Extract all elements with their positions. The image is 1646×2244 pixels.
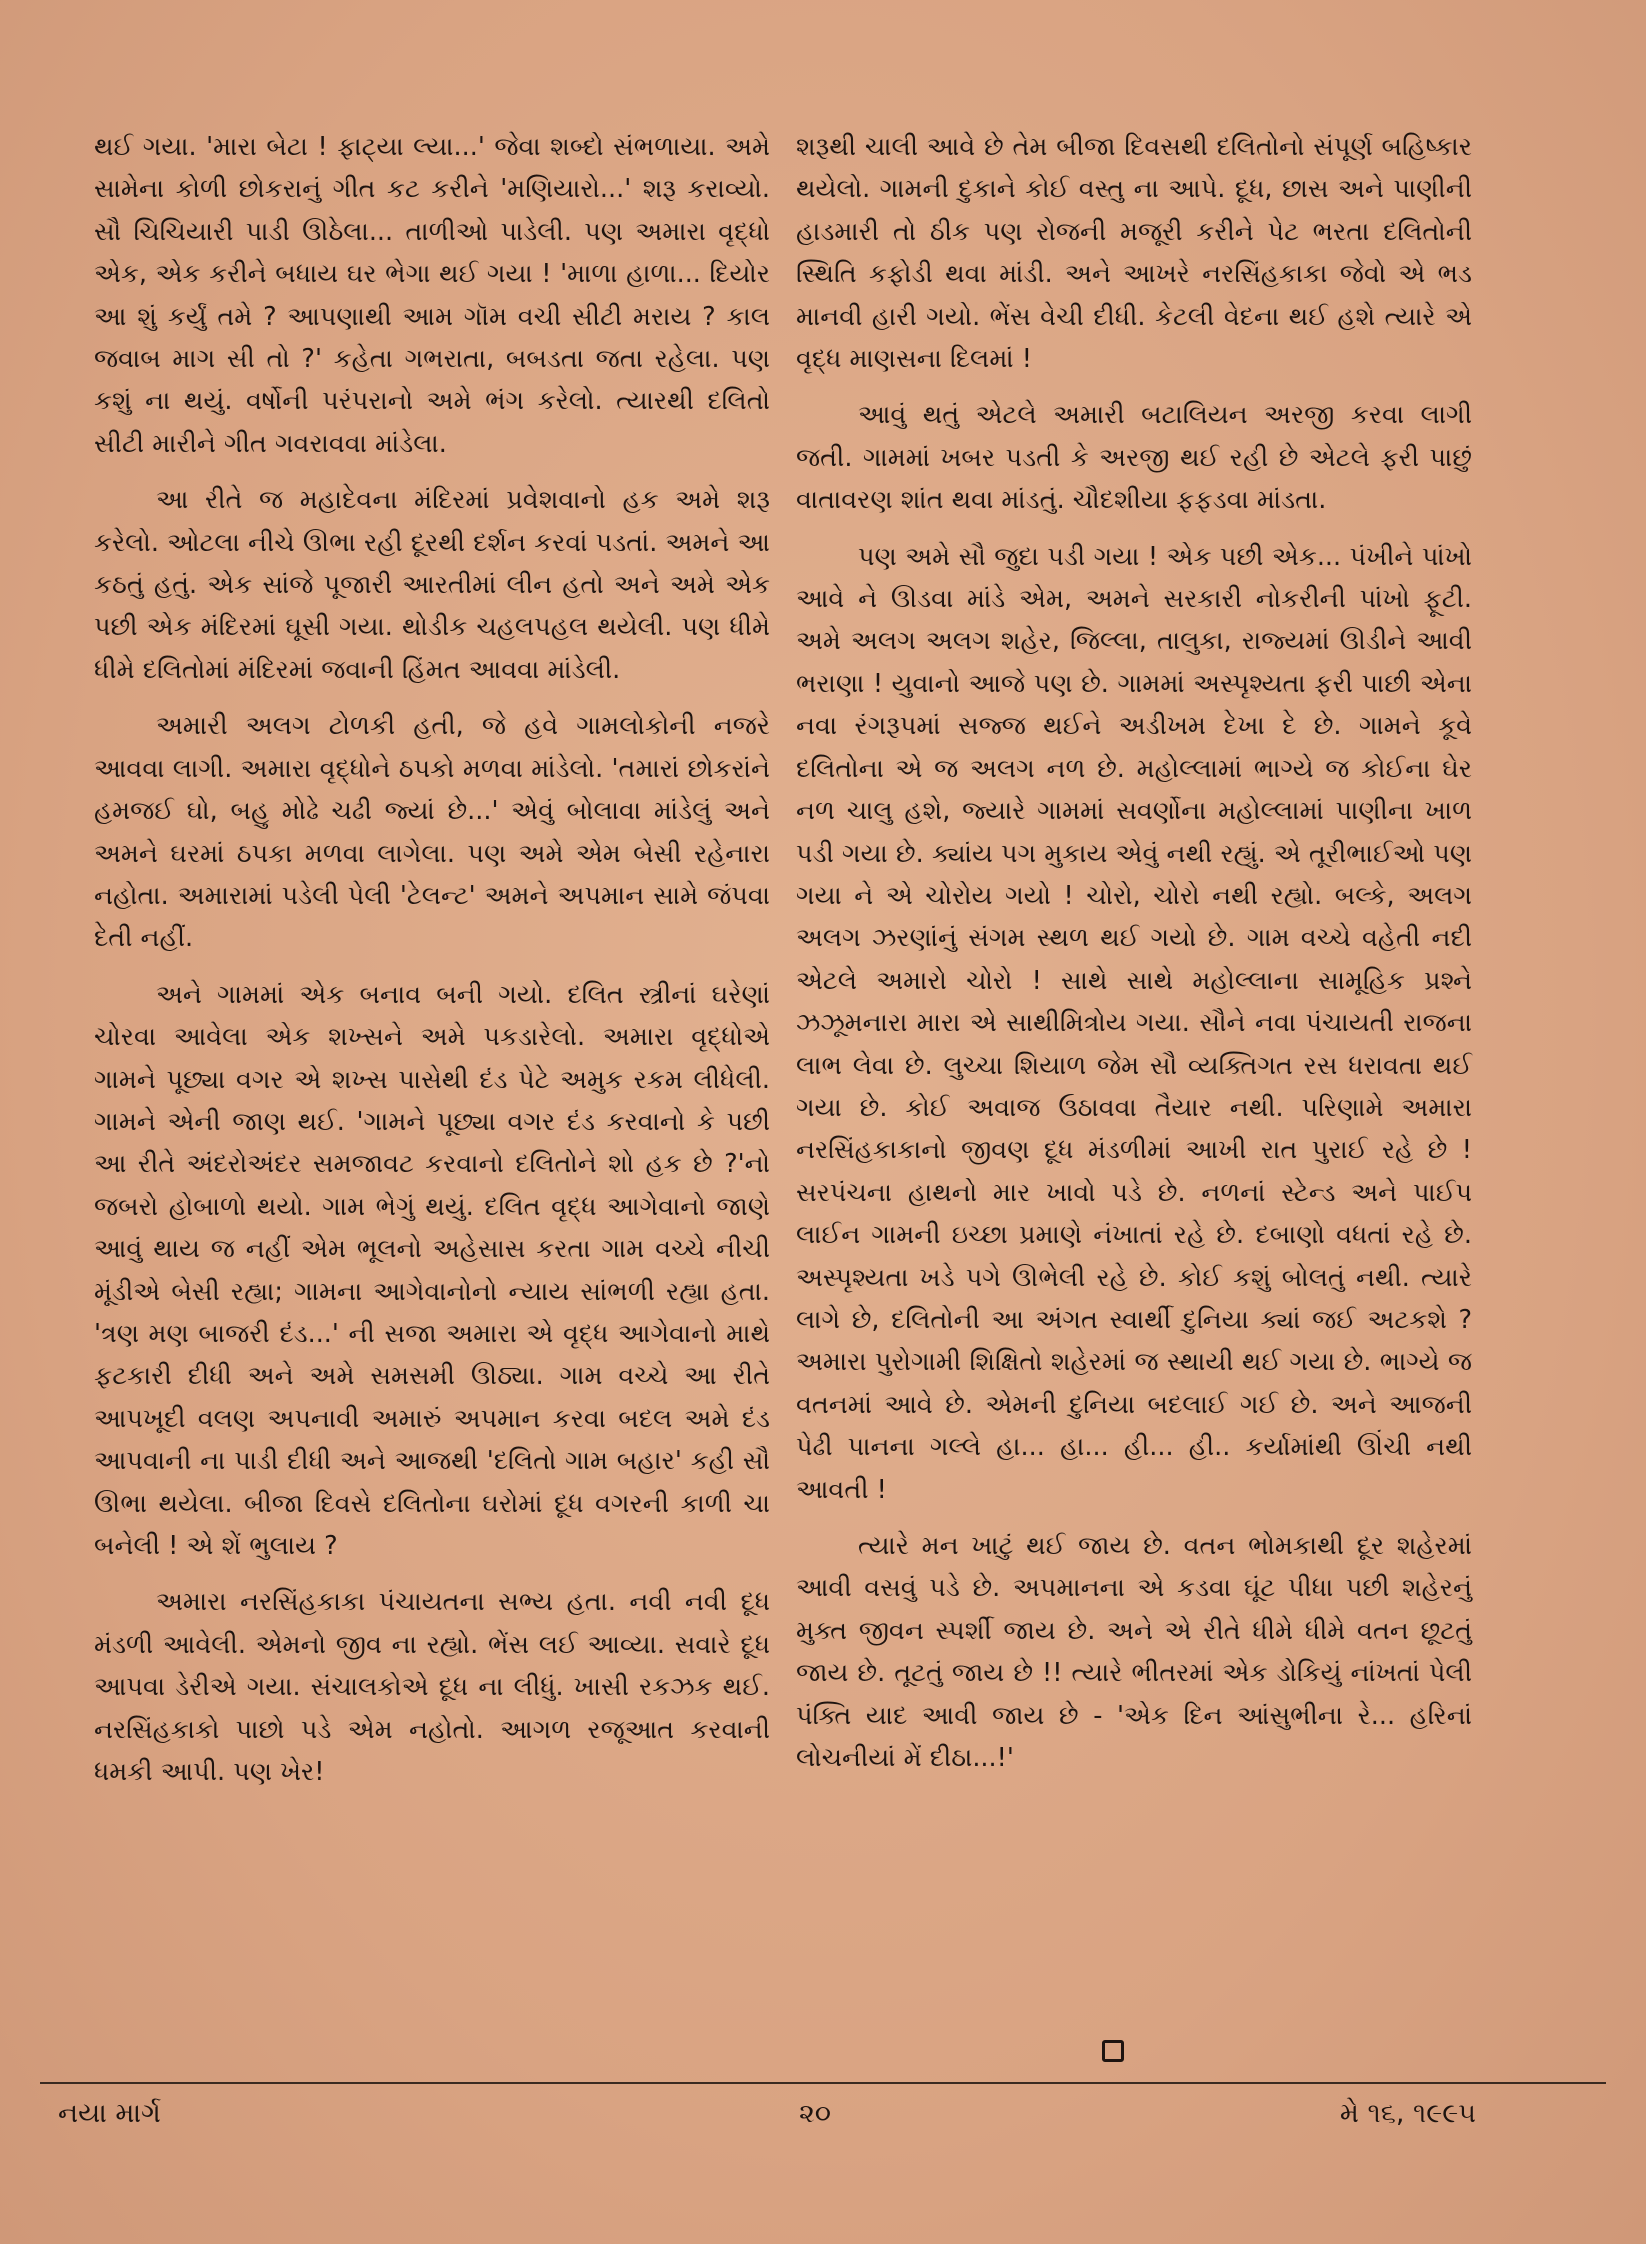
paragraph-6: શરૂથી ચાલી આવે છે તેમ બીજા દિવસથી દલિતોનો સંપૂર્ણ બહિષ્કાર થયેલો. ગામની દુકાને કોઈ વસ્તુ ના આપે. દૂધ, છાસ અને પાણીની હાડમારી તો ઠીક પણ રોજની મજૂરી કરીને પેટ ભરતા દલિતોની સ્થિતિ કફોડી થવા માંડી. અને આખરે નરસિંહકાકા જેવો એ ભડ માનવી હારી ગયો. ભેંસ વેચી દીધી. કેટલી વેદના થઈ હશે ત્યારે એ વૃદ્ધ માણસના દિલમાં ! (796, 132, 1472, 375)
paragraph-8: પણ અમે સૌ જુદા પડી ગયા ! એક પછી એક... પંખીને પાંખો આવે ને ઊડવા માંડે એમ, અમને સરકારી નોકરીની પાંખો ફૂટી. અમે અલગ અલગ શહેર, જિલ્લા, તાલુકા, રાજ્યમાં ઊડીને આવી ભરાણા ! યુવાનો આજે પણ છે. ગામમાં અસ્પૃશ્યતા ફરી પાછી એના નવા રંગરૂપમાં સજ્જ થઈને અડીખમ દેખા દે છે. ગામને કૂવે દલિતોના એ જ અલગ નળ છે. મહોલ્લામાં ભાગ્યે જ કોઈના ઘેર નળ ચાલુ હશે, જ્યારે ગામમાં સવર્ણોના મહોલ્લામાં પાણીના ખાળ પડી ગયા છે. ક્યાંય પગ મુકાય એવું નથી રહ્યું. એ તૂરીભાઈઓ પણ ગયા ને એ ચોરોય ગયો ! ચોરો, ચોરો નથી રહ્યો. બલ્કે, અલગ અલગ ઝરણાંનું સંગમ સ્થળ થઈ ગયો છે. ગામ વચ્ચે વહેતી નદી એટલે અમારો ચોરો ! સાથે સાથે મહોલ્લાના સામૂહિક પ્રશ્ને ઝઝૂમનારા મારા એ સાથીમિત્રોય ગયા. સૌને નવા પંચાયતી રાજના લાભ લેવા છે. લુચ્ચા શિયાળ જેમ સૌ વ્યક્તિગત રસ ધરાવતા થઈ ગયા છે. કોઈ અવાજ ઉઠાવવા તૈયાર નથી. પરિણામે અમારા નરસિંહકાકાનો જીવણ દૂધ મંડળીમાં આખી રાત પુરાઈ રહે છે ! સરપંચના હાથનો માર ખાવો પડે છે. નળનાં સ્ટેન્ડ અને પાઈપ લાઈન ગામની ઇચ્છા પ્રમાણે નંખાતાં રહે છે. દબાણો વધતાં રહે છે. અસ્પૃશ્યતા ખડે પગે ઊભેલી રહે છે. કોઈ કશું બોલતું નથી. ત્યારે લાગે છે, દલિતોની આ અંગત સ્વાર્થી દુનિયા ક્યાં જઈ અટકશે ? અમારા પુરોગામી શિક્ષિતો શહેરમાં જ સ્થાયી થઈ ગયા છે. ભાગ્યે જ વતનમાં આવે છે. એમની દુનિયા બદલાઈ ગઈ છે. અને આજની પેઢી પાનના ગલ્લે હા... હા... હી... હી.. કર્યામાંથી ઊંચી નથી આવતી ! (796, 541, 1472, 1505)
paragraph-7: આવું થતું એટલે અમારી બટાલિયન અરજી કરવા લાગી જતી. ગામમાં ખબર પડતી કે અરજી થઈ રહી છે એટલે ફરી પાછું વાતાવરણ શાંત થવા માંડતું. ચૌદશીયા ફફડવા માંડતા. (796, 400, 1472, 516)
footer-divider (40, 2082, 1606, 2084)
paragraph-3: અમારી અલગ ટોળકી હતી, જે હવે ગામલોકોની નજરે આવવા લાગી. અમારા વૃદ્ધોને ઠપકો મળવા માંડેલો. 'તમારાં છોકરાંને હમજઈ ઘો, બહુ મોઢે ચઢી જ્યાં છે...' એવું બોલાવા માંડેલું અને અમને ઘરમાં ઠપકા મળવા લાગેલા. પણ અમે એમ બેસી રહેનારા નહોતા. અમારામાં પડેલી પેલી 'ટેલન્ટ' અમને અપમાન સામે જંપવા દેતી નહીં. (94, 711, 770, 954)
footer-page-number: ૨૦ (798, 2098, 832, 2129)
footer-date: મે ૧૬, ૧૯૯૫ (1339, 2098, 1476, 2129)
right-column (796, 126, 1472, 1793)
paragraph-9: ત્યારે મન ખાટું થઈ જાય છે. વતન ભોમકાથી દૂર શહેરમાં આવી વસવું પડે છે. અપમાનના એ કડવા ઘૂંટ પીધા પછી શહેરનું મુક્ત જીવન સ્પર્શી જાય છે. અને એ રીતે ધીમે ધીમે વતન છૂટતું જાય છે. તૂટતું જાય છે !! ત્યારે ભીતરમાં એક ડોકિયું નાંખતાં પેલી પંક્તિ યાદ આવી જાય છે - 'એક દિન આંસુભીના રે... હરિનાં લોચનીયાં મેં દીઠા...!' (796, 1531, 1472, 1774)
paragraph-2: આ રીતે જ મહાદેવના મંદિરમાં પ્રવેશવાનો હક અમે શરૂ કરેલો. ઓટલા નીચે ઊભા રહી દૂરથી દર્શન કરવાં પડતાં. અમને આ કઠતું હતું. એક સાંજે પૂજારી આરતીમાં લીન હતો અને અમે એક પછી એક મંદિરમાં ઘૂસી ગયા. થોડીક ચહલપહલ થયેલી. પણ ધીમે ધીમે દલિતોમાં મંદિરમાં જવાની હિંમત આવવા માંડેલી. (94, 485, 770, 685)
footer-magazine-name: નયા માર્ગ (58, 2098, 161, 2129)
end-of-article-box-icon (1102, 2040, 1124, 2062)
paragraph-1: થઈ ગયા. 'મારા બેટા ! ફાટ્યા લ્યા...' જેવા શબ્દો સંભળાયા. અમે સામેના કોળી છોકરાનું ગીત કટ કરીને 'મણિયારો...' શરૂ કરાવ્યો. સૌ ચિચિયારી પાડી ઊઠેલા... તાળીઓ પાડેલી. પણ અમારા વૃદ્ધો એક, એક કરીને બધાય ઘર ભેગા થઈ ગયા ! 'માળા હાળા... દિયોર આ શું કર્યું તમે ? આપણાથી આમ ગૉમ વચી સીટી મરાય ? કાલ જવાબ માગ સી તો ?' કહેતા ગભરાતા, બબડતા જતા રહેલા. પણ કશું ના થયું. વર્ષોની પરંપરાનો અમે ભંગ કરેલો. ત્યારથી દલિતો સીટી મારીને ગીત ગવરાવવા માંડેલા. (94, 132, 770, 459)
paragraph-5: અમારા નરસિંહકાકા પંચાયતના સભ્ય હતા. નવી નવી દૂધ મંડળી આવેલી. એમનો જીવ ના રહ્યો. ભેંસ લઈ આવ્યા. સવારે દૂધ આપવા ડેરીએ ગયા. સંચાલકોએ દૂધ ના લીધું. ખાસી રકઝક થઈ. નરસિંહકાકો પાછો પડે એમ નહોતો. આગળ રજૂઆત કરવાની ધમકી આપી. પણ ખેર! (94, 1587, 770, 1788)
left-column (94, 126, 770, 1807)
paragraph-4: અને ગામમાં એક બનાવ બની ગયો. દલિત સ્ત્રીનાં ઘરેણાં ચોરવા આવેલા એક શખ્સને અમે પકડારેલો. અમારા વૃદ્ધોએ ગામને પૂછ્યા વગર એ શખ્સ પાસેથી દંડ પેટે અમુક રકમ લીધેલી. ગામને એની જાણ થઈ. 'ગામને પૂછ્યા વગર દંડ કરવાનો કે પછી આ રીતે અંદરોઅંદર સમજાવટ કરવાનો દલિતોને શો હક છે ?'નો જબરો હોબાળો થયો. ગામ ભેગું થયું. દલિત વૃદ્ધ આગેવાનો જાણે આવું થાય જ નહીં એમ ભૂલનો અહેસાસ કરતા ગામ વચ્ચે નીચી મૂંડીએ બેસી રહ્યા; ગામના આગેવાનોનો ન્યાય સાંભળી રહ્યા હતા. 'ત્રણ મણ બાજરી દંડ...' ની સજા અમારા એ વૃદ્ધ આગેવાનો માથે ફટકારી દીધી અને અમે સમસમી ઊઠ્યા. ગામ વચ્ચે આ રીતે આપખૂદી વલણ અપનાવી અમારું અપમાન કરવા બદલ અમે દંડ આપવાની ના પાડી દીધી અને આજથી 'દલિતો ગામ બહાર' કહી સૌ ઊભા થયેલા. બીજા દિવસે દલિતોના ઘરોમાં દૂધ વગરની કાળી ચા બનેલી ! એ શેં ભુલાય ? (94, 979, 770, 1561)
